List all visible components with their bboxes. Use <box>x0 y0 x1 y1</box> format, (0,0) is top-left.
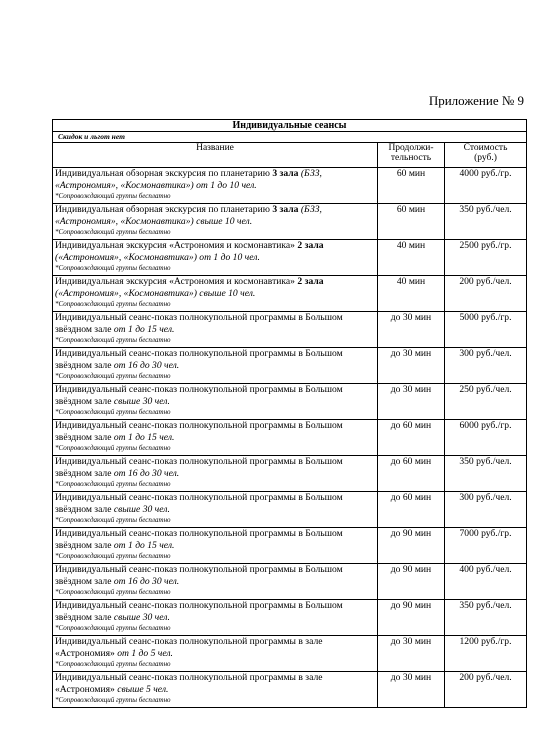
name-text: Индивидуальный сеанс-показ полнокупольной программы в зале «Астрономия» <box>55 672 323 695</box>
name-italic: от 16 до 30 чел. <box>113 576 180 587</box>
session-duration: до 30 мин <box>378 636 445 672</box>
escort-note: *Сопровождающий группы бесплатно <box>55 192 171 200</box>
session-price: 5000 руб./гр. <box>445 312 527 348</box>
name-italic: свыше 30 чел. <box>113 396 170 407</box>
escort-note: *Сопровождающий группы бесплатно <box>55 552 171 560</box>
escort-note: *Сопровождающий группы бесплатно <box>55 624 171 632</box>
name-text: Индивидуальный сеанс-показ полнокупольной программы в Большом звёздном зале <box>55 312 343 335</box>
session-price: 4000 руб./гр. <box>445 168 527 204</box>
name-bold: 2 зала <box>297 240 324 251</box>
session-duration: до 60 мин <box>378 420 445 456</box>
session-duration: до 30 мин <box>378 312 445 348</box>
escort-note: *Сопровождающий группы бесплатно <box>55 480 171 488</box>
escort-note: *Сопровождающий группы бесплатно <box>55 228 171 236</box>
session-price: 400 руб./чел. <box>445 564 527 600</box>
session-duration: до 90 мин <box>378 600 445 636</box>
table-row <box>53 384 527 420</box>
session-price: 350 руб./чел. <box>445 456 527 492</box>
header-price: Стоимость (руб.) <box>445 143 527 168</box>
session-duration: до 60 мин <box>378 492 445 528</box>
session-duration: 40 мин <box>378 276 445 312</box>
name-text: Индивидуальная обзорная экскурсия по планетарию <box>55 168 273 179</box>
name-italic: («Астрономия», «Космонавтика») от 1 до 10 чел. <box>55 252 260 263</box>
session-price: 2500 руб./гр. <box>445 240 527 276</box>
name-text: Индивидуальная экскурсия «Астрономия и космонавтика» <box>55 240 298 251</box>
session-name <box>53 600 378 636</box>
escort-note: *Сопровождающий группы бесплатно <box>55 264 171 272</box>
session-duration: до 30 мин <box>378 672 445 708</box>
sessions-table <box>52 119 527 708</box>
session-duration: 60 мин <box>378 168 445 204</box>
table-row <box>53 240 527 276</box>
table-row <box>53 168 527 204</box>
session-price: 7000 руб./гр. <box>445 528 527 564</box>
table-row <box>53 672 527 708</box>
name-italic: от 1 до 15 чел. <box>113 540 175 551</box>
escort-note: *Сопровождающий группы бесплатно <box>55 696 171 704</box>
session-price: 350 руб./чел. <box>445 204 527 240</box>
table-row <box>53 204 527 240</box>
table-row <box>53 528 527 564</box>
table-row <box>53 600 527 636</box>
table-row <box>53 276 527 312</box>
session-price: 200 руб./чел. <box>445 276 527 312</box>
session-duration: до 90 мин <box>378 564 445 600</box>
table-row <box>53 420 527 456</box>
name-italic: от 16 до 30 чел. <box>113 360 180 371</box>
session-price: 6000 руб./гр. <box>445 420 527 456</box>
table-row <box>53 564 527 600</box>
name-bold: 3 зала <box>272 204 299 215</box>
name-text: Индивидуальный сеанс-показ полнокупольной программы в Большом звёздном зале <box>55 528 343 551</box>
name-text: Индивидуальная обзорная экскурсия по планетарию <box>55 204 273 215</box>
name-text: Индивидуальный сеанс-показ полнокупольной программы в зале «Астрономия» <box>55 636 323 659</box>
session-price: 300 руб./чел. <box>445 492 527 528</box>
session-name <box>53 564 378 600</box>
session-name <box>53 384 378 420</box>
session-name <box>53 420 378 456</box>
name-text: Индивидуальная экскурсия «Астрономия и космонавтика» <box>55 276 298 287</box>
session-name <box>53 492 378 528</box>
table-row <box>53 456 527 492</box>
escort-note: *Сопровождающий группы бесплатно <box>55 336 171 344</box>
name-italic: (БЗЗ, «Астрономия», «Космонавтика») свыше 10 чел. <box>55 204 322 227</box>
session-price: 1200 руб./гр. <box>445 636 527 672</box>
table-title: Индивидуальные сеансы <box>53 120 527 132</box>
name-italic: (БЗЗ, «Астрономия», «Космонавтика») от 1 до 10 чел. <box>55 168 322 191</box>
table-row <box>53 636 527 672</box>
header-duration: Продолжи- тельность <box>378 143 445 168</box>
session-price: 200 руб./чел. <box>445 672 527 708</box>
name-italic: свыше 30 чел. <box>113 612 170 623</box>
name-bold: 2 зала <box>297 276 324 287</box>
escort-note: *Сопровождающий группы бесплатно <box>55 516 171 524</box>
session-name <box>53 204 378 240</box>
escort-note: *Сопровождающий группы бесплатно <box>55 588 171 596</box>
name-text: Индивидуальный сеанс-показ полнокупольной программы в Большом звёздном зале <box>55 384 343 407</box>
name-text: Индивидуальный сеанс-показ полнокупольной программы в Большом звёздном зале <box>55 600 343 623</box>
session-name <box>53 348 378 384</box>
session-name <box>53 276 378 312</box>
session-name <box>53 672 378 708</box>
header-name: Название <box>53 143 378 168</box>
escort-note: *Сопровождающий группы бесплатно <box>55 444 171 452</box>
session-duration: 60 мин <box>378 204 445 240</box>
name-italic: от 1 до 15 чел. <box>113 324 175 335</box>
session-name <box>53 636 378 672</box>
appendix-label: Приложение № 9 <box>428 93 524 108</box>
session-name <box>53 312 378 348</box>
session-duration: до 30 мин <box>378 348 445 384</box>
escort-note: *Сопровождающий группы бесплатно <box>55 372 171 380</box>
name-italic: («Астрономия», «Космонавтика») свыше 10 чел. <box>55 288 256 299</box>
session-duration: до 90 мин <box>378 528 445 564</box>
name-text: Индивидуальный сеанс-показ полнокупольной программы в Большом звёздном зале <box>55 420 343 443</box>
session-price: 250 руб./чел. <box>445 384 527 420</box>
session-name <box>53 456 378 492</box>
name-italic: от 16 до 30 чел. <box>113 468 180 479</box>
session-price: 300 руб./чел. <box>445 348 527 384</box>
escort-note: *Сопровождающий группы бесплатно <box>55 300 171 308</box>
table-subtitle: Скидок и льгот нет <box>53 132 527 143</box>
name-italic: свыше 5 чел. <box>117 684 169 695</box>
name-text: Индивидуальный сеанс-показ полнокупольной программы в Большом звёздном зале <box>55 348 343 371</box>
session-duration: до 30 мин <box>378 384 445 420</box>
name-bold: 3 зала <box>272 168 299 179</box>
escort-note: *Сопровождающий группы бесплатно <box>55 660 171 668</box>
table-row <box>53 312 527 348</box>
name-text: Индивидуальный сеанс-показ полнокупольной программы в Большом звёздном зале <box>55 492 343 515</box>
name-text: Индивидуальный сеанс-показ полнокупольной программы в Большом звёздном зале <box>55 564 343 587</box>
table-row <box>53 348 527 384</box>
table-row <box>53 492 527 528</box>
name-italic: от 1 до 5 чел. <box>117 648 173 659</box>
session-name <box>53 528 378 564</box>
name-text: Индивидуальный сеанс-показ полнокупольной программы в Большом звёздном зале <box>55 456 343 479</box>
name-italic: свыше 30 чел. <box>113 504 170 515</box>
name-italic: от 1 до 15 чел. <box>113 432 175 443</box>
session-duration: до 60 мин <box>378 456 445 492</box>
session-name <box>53 240 378 276</box>
session-duration: 40 мин <box>378 240 445 276</box>
session-price: 350 руб./чел. <box>445 600 527 636</box>
escort-note: *Сопровождающий группы бесплатно <box>55 408 171 416</box>
session-name <box>53 168 378 204</box>
